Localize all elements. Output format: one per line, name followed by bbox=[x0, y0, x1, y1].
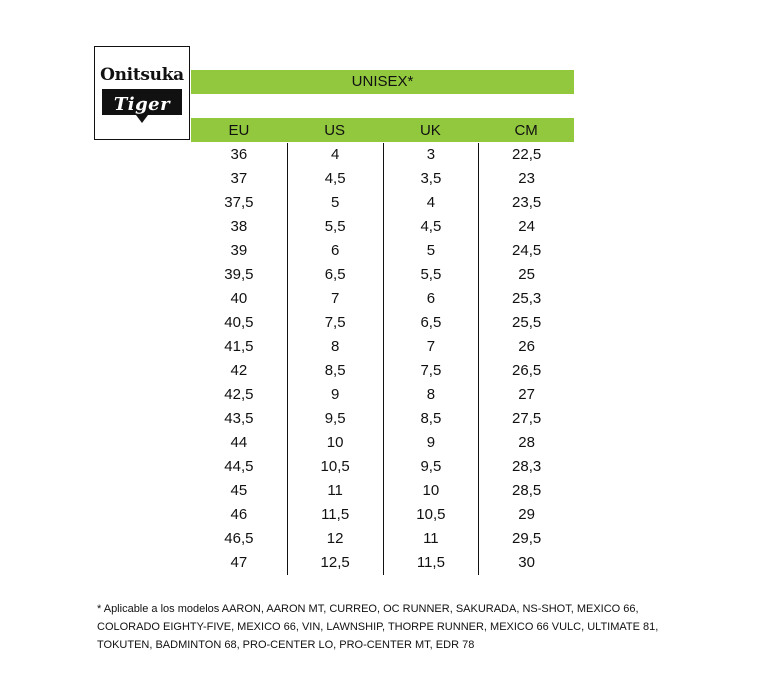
table-cell: 47 bbox=[230, 554, 248, 571]
table-cell: 45 bbox=[230, 482, 248, 499]
table-cell: 6 bbox=[330, 242, 340, 259]
table-cell: 5,5 bbox=[420, 266, 442, 283]
models-footnote bbox=[97, 600, 707, 654]
table-cell: 26 bbox=[518, 338, 535, 355]
column-header-us: US bbox=[324, 122, 346, 139]
footnote-line: TOKUTEN, BADMINTON 68, PRO-CENTER LO, PRO-CENTER MT, EDR 78 bbox=[97, 639, 475, 651]
column-us bbox=[287, 143, 383, 575]
table-cell: 3,5 bbox=[420, 170, 442, 187]
logo-wordmark: Onitsuka bbox=[100, 65, 184, 85]
table-cell: 26,5 bbox=[512, 362, 542, 379]
table-cell: 5 bbox=[330, 194, 340, 211]
table-cell: 42 bbox=[230, 362, 248, 379]
size-chart-table bbox=[191, 143, 574, 575]
table-cell: 6,5 bbox=[420, 314, 442, 331]
table-cell: 10,5 bbox=[416, 506, 446, 523]
table-cell: 7,5 bbox=[324, 314, 346, 331]
column-header-cm: CM bbox=[514, 122, 538, 139]
logo-badge bbox=[102, 89, 182, 125]
table-cell: 12,5 bbox=[320, 554, 350, 571]
table-cell: 25,5 bbox=[512, 314, 542, 331]
table-cell: 29 bbox=[518, 506, 535, 523]
onitsuka-tiger-logo bbox=[94, 46, 190, 140]
table-cell: 37 bbox=[230, 170, 248, 187]
table-cell: 44 bbox=[230, 434, 248, 451]
table-cell: 8,5 bbox=[420, 410, 442, 427]
table-cell: 8 bbox=[330, 338, 340, 355]
table-cell: 11 bbox=[423, 530, 439, 547]
table-cell: 4 bbox=[330, 146, 340, 163]
table-cell: 12 bbox=[326, 530, 344, 547]
table-cell: 40,5 bbox=[224, 314, 254, 331]
table-cell: 28 bbox=[518, 434, 535, 451]
table-cell: 4,5 bbox=[420, 218, 442, 235]
table-cell: 25 bbox=[518, 266, 535, 283]
column-header-uk: UK bbox=[419, 122, 441, 139]
column-eu bbox=[191, 143, 287, 575]
table-cell: 23,5 bbox=[512, 194, 542, 211]
table-cell: 39,5 bbox=[224, 266, 254, 283]
table-cell: 11 bbox=[327, 482, 343, 499]
table-cell: 24,5 bbox=[512, 242, 542, 259]
table-cell: 27 bbox=[518, 386, 535, 403]
table-cell: 43,5 bbox=[224, 410, 254, 427]
table-cell: 46,5 bbox=[224, 530, 254, 547]
table-cell: 38 bbox=[230, 218, 248, 235]
footnote-line: * Aplicable a los modelos AARON, AARON MT, CURREO, OC RUNNER, SAKURADA, NS-SHOT, MEXICO 66, bbox=[97, 603, 639, 615]
table-cell: 7 bbox=[330, 290, 340, 307]
table-cell: 4,5 bbox=[324, 170, 346, 187]
table-cell: 10 bbox=[326, 434, 344, 451]
column-uk bbox=[383, 143, 479, 575]
table-cell: 28,3 bbox=[512, 458, 542, 475]
table-cell: 3 bbox=[426, 146, 436, 163]
table-cell: 5 bbox=[426, 242, 436, 259]
table-cell: 8,5 bbox=[324, 362, 346, 379]
table-cell: 5,5 bbox=[324, 218, 346, 235]
table-cell: 8 bbox=[426, 386, 436, 403]
table-cell: 7,5 bbox=[420, 362, 442, 379]
table-cell: 9,5 bbox=[420, 458, 442, 475]
table-cell: 27,5 bbox=[512, 410, 542, 427]
table-cell: 10 bbox=[422, 482, 440, 499]
table-cell: 4 bbox=[426, 194, 436, 211]
table-cell: 10,5 bbox=[320, 458, 350, 475]
table-cell: 44,5 bbox=[224, 458, 254, 475]
table-cell: 30 bbox=[518, 554, 535, 571]
table-cell: 36 bbox=[230, 146, 248, 163]
table-cell: 46 bbox=[230, 506, 248, 523]
table-cell: 9 bbox=[426, 434, 436, 451]
table-cell: 6 bbox=[426, 290, 436, 307]
size-chart-header-row bbox=[191, 118, 574, 142]
table-cell: 9 bbox=[330, 386, 340, 403]
table-cell: 41,5 bbox=[224, 338, 254, 355]
footnote-line: COLORADO EIGHTY-FIVE, MEXICO 66, VIN, LAWNSHIP, THORPE RUNNER, MEXICO 66 VULC, ULTIMATE 81, bbox=[97, 621, 659, 633]
table-cell: 6,5 bbox=[324, 266, 346, 283]
size-chart-title: UNISEX* bbox=[191, 70, 574, 94]
table-cell: 39 bbox=[230, 242, 248, 259]
table-cell: 40 bbox=[230, 290, 248, 307]
column-header-eu: EU bbox=[228, 122, 250, 139]
table-cell: 42,5 bbox=[224, 386, 254, 403]
table-cell: 37,5 bbox=[224, 194, 254, 211]
table-cell: 9,5 bbox=[324, 410, 346, 427]
table-cell: 23 bbox=[518, 170, 535, 187]
table-cell: 28,5 bbox=[512, 482, 542, 499]
logo-script-text: Tiger bbox=[113, 94, 171, 115]
table-cell: 25,3 bbox=[512, 290, 542, 307]
table-cell: 7 bbox=[426, 338, 436, 355]
table-cell: 22,5 bbox=[512, 146, 542, 163]
table-cell: 29,5 bbox=[512, 530, 542, 547]
table-cell: 11,5 bbox=[416, 554, 445, 571]
column-cm bbox=[478, 143, 574, 575]
table-cell: 24 bbox=[518, 218, 535, 235]
table-cell: 11,5 bbox=[321, 506, 350, 523]
